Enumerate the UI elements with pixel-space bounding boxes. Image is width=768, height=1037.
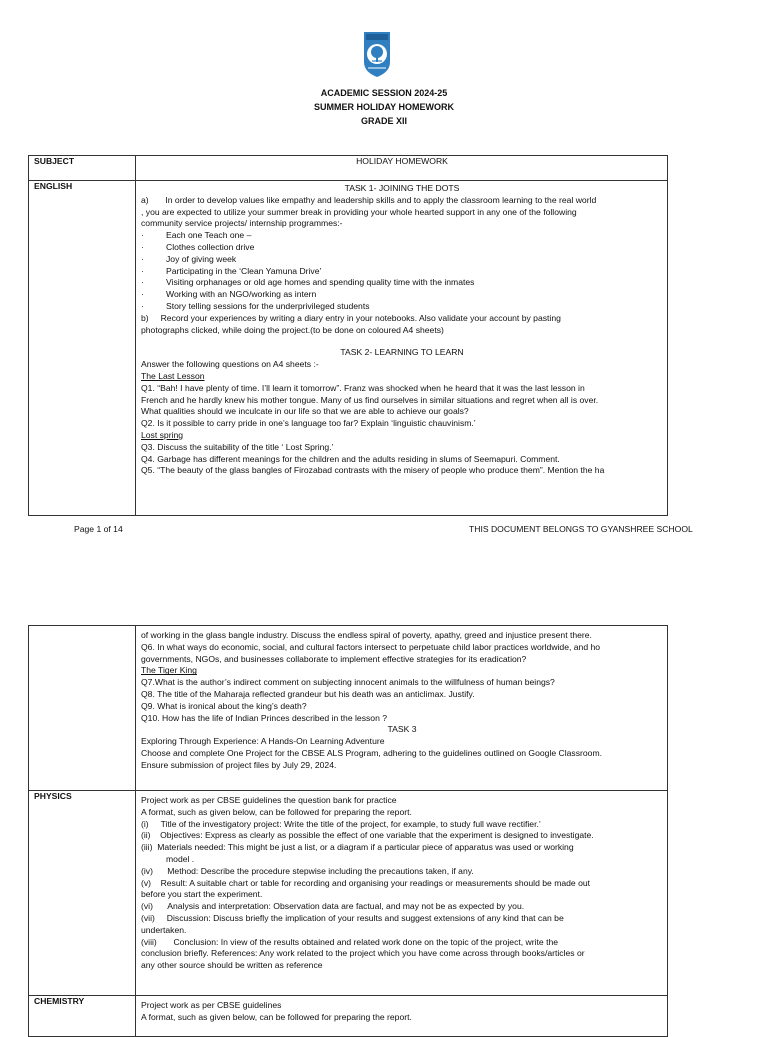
text-line: model .: [166, 853, 195, 864]
text-line: Ensure submission of project files by July 29, 2024.: [141, 759, 337, 770]
text-line: (vii) Discussion: Discuss briefly the implication of your results and suggest extensions of any kind that can be: [141, 912, 564, 923]
text-line: Q1. “Bah! I have plenty of time. I’ll learn it tomorrow”. Franz was shocked when he heard that it was the last lesson in: [141, 382, 585, 393]
bullet-item: [141, 289, 663, 301]
text-line: French and he hardly knew his mother tongue. Many of us find ourselves in similar situations and regret when all is over.: [141, 394, 599, 405]
text-line: before you start the experiment.: [141, 889, 263, 900]
physics-row: [29, 791, 668, 996]
bullet-dot: ·: [141, 230, 144, 241]
text-line: (ii) Objectives: Express as clearly as possible the effect of one variable that the experiment is designed to investigate.: [141, 830, 594, 841]
task-heading: TASK 2- LEARNING TO LEARN: [340, 347, 464, 358]
lesson-title: [141, 430, 663, 442]
lesson-title: [141, 665, 663, 677]
text-line: Answer the following questions on A4 sheets :-: [141, 359, 319, 370]
text-line: , you are expected to utilize your summer break in providing your whole hearted support in any one of the following: [141, 206, 577, 217]
bullet-dot: ·: [141, 265, 144, 276]
session-title: ACADEMIC SESSION 2024-25: [320, 88, 448, 98]
school-logo: [362, 30, 392, 78]
homework-table-page1: [28, 155, 668, 516]
text-line: conclusion briefly. References: Any work related to the project which you have come across through books/articles or: [141, 948, 585, 959]
bullet-text: Story telling sessions for the underprivileged students: [166, 300, 370, 311]
text-line: any other source should be written as reference: [141, 960, 323, 971]
lesson-title-text: The Last Lesson: [141, 370, 205, 381]
bullet-text: Joy of giving week: [166, 253, 237, 264]
text-line: Q3. Discuss the suitability of the title ‘ Lost Spring.’: [141, 441, 334, 452]
text-line: of working in the glass bangle industry. Discuss the endless spiral of poverty, apathy, greed and injustice present there.: [141, 630, 592, 640]
bullet-text: Each one Teach one –: [166, 230, 252, 241]
task-heading: TASK 3: [387, 724, 417, 735]
text-line: (i) Title of the investigatory project: Write the title of the project, for example, to study full wave rectifier.’: [141, 818, 541, 829]
bullet-dot: ·: [141, 253, 144, 264]
text-line: (viii) Conclusion: In view of the results obtained and related work done on the topic of the project, write the: [141, 936, 559, 947]
text-line: b) Record your experiences by writing a diary entry in your notebooks. Also validate your account by pasting: [141, 312, 561, 323]
text-line: Q6. In what ways do economic, social, and cultural factors intersect to perpetuate child labor practices worldwide, and ho: [141, 641, 601, 652]
chemistry-row: [29, 996, 668, 1037]
bullet-text: Clothes collection drive: [166, 241, 255, 252]
bullet-dot: ·: [141, 300, 144, 311]
text-line: a) In order to develop values like empathy and leadership skills and to apply the classroom learning to the real world: [141, 194, 597, 205]
text-line: Choose and complete One Project for the CBSE ALS Program, adhering to the guidelines outlined on Google Classroom.: [141, 747, 602, 758]
grade-title: GRADE XII: [360, 116, 407, 126]
text-line: Q2. Is it possible to carry pride in one’s language too far? Explain ‘linguistic chauvinism.’: [141, 418, 476, 429]
bullet-item: [141, 254, 663, 266]
text-line: governments, NGOs, and businesses collaborate to implement effective strategies for its eradication?: [141, 653, 527, 664]
subject-chemistry: CHEMISTRY: [29, 996, 136, 1037]
text-line: (vi) Analysis and interpretation: Observation data are factual, and may not be as expected by you.: [141, 901, 525, 912]
text-line: Q9. What is ironical about the king’s death?: [141, 700, 307, 711]
text-line: Project work as per CBSE guidelines the question bank for practice: [141, 795, 397, 805]
bullet-item: [141, 242, 663, 254]
text-line: Exploring Through Experience: A Hands-On Learning Adventure: [141, 736, 385, 747]
physics-content: [136, 791, 668, 996]
text-line: Q7.What is the author’s indirect comment on subjecting innocent animals to the willfulness of human beings?: [141, 677, 555, 688]
text-line: Q8. The title of the Maharaja reflected grandeur but his death was an anticlimax. Justify.: [141, 688, 475, 699]
page-number: Page 1 of 14: [74, 524, 123, 534]
task-heading: TASK 1- JOINING THE DOTS: [344, 183, 460, 193]
text-line: A format, such as given below, can be followed for preparing the report.: [141, 806, 412, 817]
lesson-title: [141, 371, 663, 383]
subject-english-continued: [29, 626, 136, 791]
english-content-page2: [136, 626, 668, 791]
text-line: Q4. Garbage has different meanings for the children and the adults residing in slums of Seemapuri. Comment.: [141, 453, 560, 464]
bullet-text: Participating in the ‘Clean Yamuna Drive’: [166, 265, 322, 276]
bullet-item: [141, 301, 663, 313]
document-owner-note: THIS DOCUMENT BELONGS TO GYANSHREE SCHOOL: [469, 524, 693, 534]
english-row-continued: [29, 626, 668, 791]
homework-column-header: HOLIDAY HOMEWORK: [136, 156, 668, 181]
lesson-title-text: The Tiger King: [141, 665, 197, 676]
english-content-page1: [136, 181, 668, 516]
bullet-dot: ·: [141, 289, 144, 300]
text-line: (iv) Method: Describe the procedure stepwise including the precautions taken, if any.: [141, 865, 474, 876]
bullet-item: [141, 230, 663, 242]
subject-physics: PHYSICS: [29, 791, 136, 996]
text-line: Q10. How has the life of Indian Princes described in the lesson ?: [141, 712, 388, 723]
text-line: (v) Result: A suitable chart or table for recording and organising your readings or measurements should be made out: [141, 877, 591, 888]
text-line: A format, such as given below, can be followed for preparing the report.: [141, 1011, 412, 1022]
table-header-row: [29, 156, 668, 181]
spacer: [141, 336, 663, 347]
bullet-text: Visiting orphanages or old age homes and spending quality time with the inmates: [166, 277, 475, 288]
text-line: (iii) Materials needed: This might be just a list, or a diagram if a particular piece of apparatus was used or working: [141, 842, 574, 853]
lesson-title-text: Lost spring: [141, 429, 184, 440]
text-line: undertaken.: [141, 924, 187, 935]
bullet-dot: ·: [141, 277, 144, 288]
bullet-text: Working with an NGO/working as intern: [166, 289, 317, 300]
bullet-item: [141, 266, 663, 278]
subject-english: ENGLISH: [29, 181, 136, 516]
text-line: Q5. “The beauty of the glass bangles of Firozabad contrasts with the misery of people who produce them”. Mention the ha: [141, 465, 605, 476]
english-row: [29, 181, 668, 516]
text-line: Project work as per CBSE guidelines: [141, 1000, 282, 1010]
text-line: community service projects/ internship programmes:-: [141, 218, 343, 229]
text-line: What qualities should we inculcate in our life so that we are able to achieve our goals?: [141, 406, 469, 417]
bullet-dot: ·: [141, 241, 144, 252]
text-line: photographs clicked, while doing the project.(to be done on coloured A4 sheets): [141, 324, 444, 335]
bullet-item: [141, 277, 663, 289]
homework-title: SUMMER HOLIDAY HOMEWORK: [313, 102, 454, 112]
subject-column-header: SUBJECT: [29, 156, 136, 181]
chemistry-content: [136, 996, 668, 1037]
homework-table-page2: [28, 625, 668, 1037]
